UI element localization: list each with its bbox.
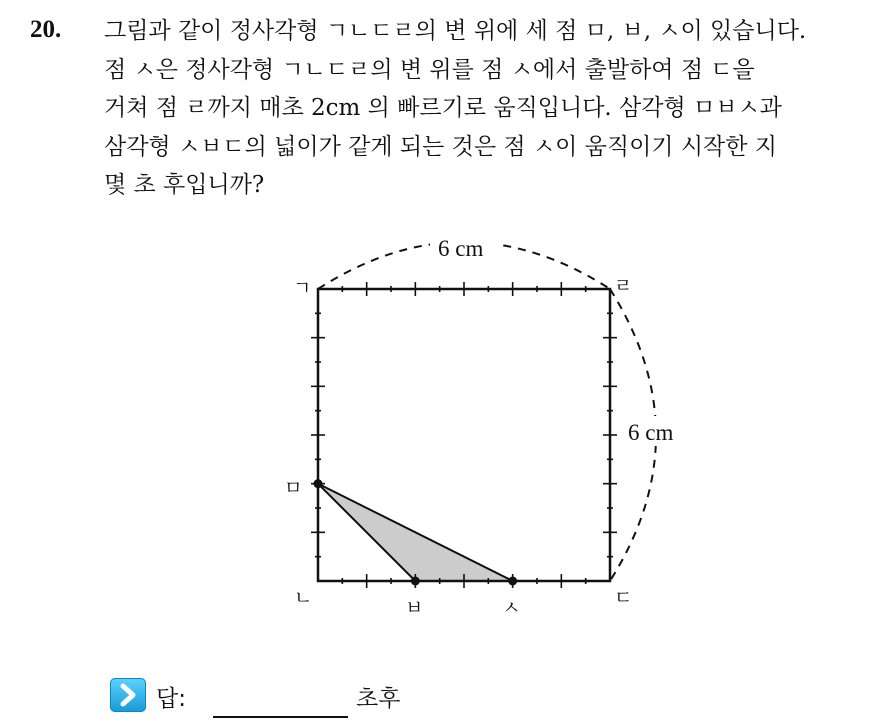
shaded-triangle (318, 484, 513, 581)
point-label-s: ㅅ (502, 597, 521, 619)
point-b (411, 577, 420, 586)
vertex-label-bottom-left: ㄴ (294, 587, 313, 609)
answer-label: 답: (156, 686, 186, 712)
tick-marks (311, 282, 617, 588)
question-line: 점 ㅅ은 정사각형 ㄱㄴㄷㄹ의 변 위를 점 ㅅ에서 출발하여 점 ㄷ을 (104, 56, 755, 83)
question-line: 삼각형 ㅅㅂㄷ의 넓이가 같게 되는 것은 점 ㅅ이 움직이기 시작한 지 (104, 133, 777, 160)
vertex-label-top-right: ㄹ (614, 275, 633, 297)
answer-blank[interactable] (213, 716, 348, 718)
square (318, 289, 610, 581)
question-line: 그림과 같이 정사각형 ㄱㄴㄷㄹ의 변 위에 세 점 ㅁ, ㅂ, ㅅ이 있습니다. (104, 18, 807, 44)
point-m (314, 479, 323, 488)
chevron-right-icon (110, 678, 146, 712)
question-number: 20. (30, 16, 62, 43)
answer-unit: 초후 (356, 686, 401, 712)
top-dimension-label: 6 cm (438, 236, 484, 261)
vertex-label-top-left: ㄱ (293, 277, 312, 299)
point-s (508, 577, 517, 586)
question-line: 거쳐 점 ㄹ까지 매초 2cm 의 빠르기로 움직입니다. 삼각형 ㅁㅂㅅ과 (104, 95, 782, 121)
question-line: 몇 초 후입니까? (104, 172, 265, 198)
vertex-label-bottom-right: ㄷ (614, 587, 633, 609)
point-label-m: ㅁ (284, 477, 303, 499)
point-label-b: ㅂ (405, 597, 424, 619)
right-dimension-label: 6 cm (628, 420, 674, 445)
